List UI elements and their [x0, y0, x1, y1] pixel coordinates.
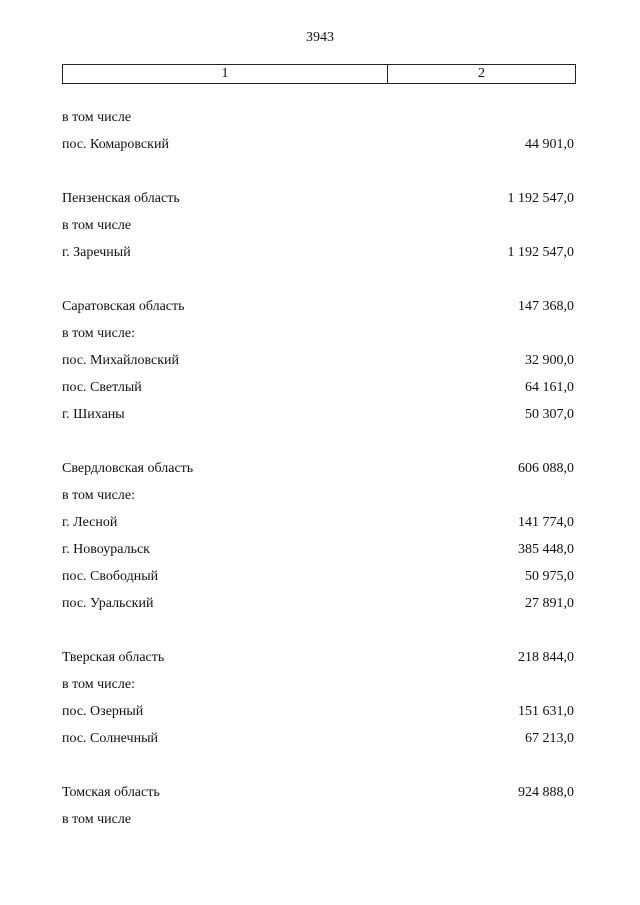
table-row: [62, 594, 574, 621]
row-label: г. Лесной: [62, 515, 118, 530]
table-row: [62, 459, 574, 486]
row-value: 151 631,0: [518, 704, 574, 719]
table-row: [62, 675, 574, 702]
row-label: в том числе:: [62, 677, 135, 692]
row-label: в том числе: [62, 218, 132, 233]
table-row: [62, 297, 574, 324]
row-label: пос. Солнечный: [62, 731, 158, 746]
row-label: пос. Комаровский: [62, 137, 169, 152]
table-row: [62, 702, 574, 729]
row-spacer: [62, 162, 574, 189]
row-spacer: [62, 756, 574, 783]
table-row: [62, 567, 574, 594]
row-label: Саратовская область: [62, 299, 185, 314]
table-row: [62, 540, 574, 567]
row-value: 218 844,0: [518, 650, 574, 665]
table-row: [62, 216, 574, 243]
table-row: [62, 810, 574, 837]
row-value: 606 088,0: [518, 461, 574, 476]
table-row: [62, 486, 574, 513]
row-label: г. Новоуральск: [62, 542, 150, 557]
row-value: 67 213,0: [525, 731, 574, 746]
row-label: Пензенская область: [62, 191, 180, 206]
table-row: [62, 324, 574, 351]
row-value: 50 307,0: [525, 407, 574, 422]
table-row: [62, 378, 574, 405]
row-value: 64 161,0: [525, 380, 574, 395]
row-label: в том числе: [62, 812, 132, 827]
table-row: [62, 648, 574, 675]
row-label: Тверская область: [62, 650, 165, 665]
row-label: Свердловская область: [62, 461, 194, 476]
page-number: 3943: [306, 30, 334, 45]
row-spacer: [62, 270, 574, 297]
row-spacer: [62, 621, 574, 648]
table-row: [62, 729, 574, 756]
row-label: в том числе:: [62, 488, 135, 503]
row-label: пос. Свободный: [62, 569, 159, 584]
column-header-1: 1: [63, 65, 388, 83]
column-header-table: [62, 64, 576, 84]
row-spacer: [62, 432, 574, 459]
row-label: Томская область: [62, 785, 160, 800]
table-row: [62, 108, 574, 135]
row-label: в том числе:: [62, 326, 135, 341]
table-row: [62, 135, 574, 162]
row-label: пос. Михайловский: [62, 353, 180, 368]
row-label: пос. Озерный: [62, 704, 144, 719]
row-value: 44 901,0: [525, 137, 574, 152]
row-label: в том числе: [62, 110, 132, 125]
row-label: пос. Уральский: [62, 596, 154, 611]
row-value: 141 774,0: [518, 515, 574, 530]
table-row: [62, 351, 574, 378]
row-value: 147 368,0: [518, 299, 574, 314]
table-row: [62, 243, 574, 270]
row-label: г. Шиханы: [62, 407, 125, 422]
table-row: [62, 189, 574, 216]
row-value: 32 900,0: [525, 353, 574, 368]
row-value: 385 448,0: [518, 542, 574, 557]
table-row: [62, 405, 574, 432]
row-value: 1 192 547,0: [507, 191, 574, 206]
row-value: 924 888,0: [518, 785, 574, 800]
row-label: г. Заречный: [62, 245, 131, 260]
data-rows: [62, 108, 574, 837]
row-value: 1 192 547,0: [507, 245, 574, 260]
column-header-2: 2: [478, 66, 485, 81]
table-row: [62, 783, 574, 810]
row-value: 27 891,0: [525, 596, 574, 611]
row-label: пос. Светлый: [62, 380, 142, 395]
table-row: [62, 513, 574, 540]
row-value: 50 975,0: [525, 569, 574, 584]
